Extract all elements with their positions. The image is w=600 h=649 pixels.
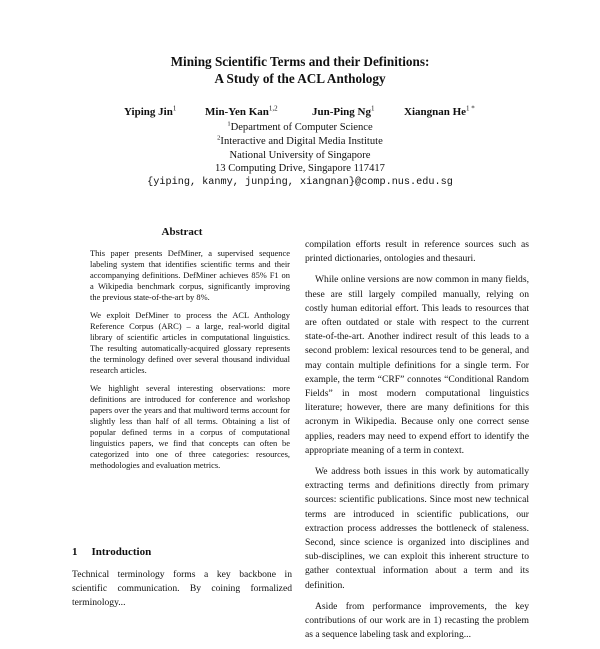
author-list	[0, 106, 600, 122]
affil-sup: 1	[227, 120, 231, 128]
title-line-1: Mining Scientific Terms and their Definitions:	[170, 54, 430, 69]
author-3	[312, 106, 375, 118]
author-2	[205, 106, 278, 118]
section-title: Introduction	[91, 546, 152, 558]
author-name: Yiping Jin	[124, 106, 173, 118]
section-number: 1	[72, 546, 78, 558]
author-1	[124, 106, 176, 118]
author-name: Jun-Ping Ng	[312, 106, 371, 118]
affiliation-institute	[0, 135, 600, 149]
abstract-heading: Abstract	[161, 226, 203, 238]
intro-paragraph: Technical terminology forms a key backbone in scientific communication. By coining formalized terminology...	[72, 569, 292, 609]
author-affil-sup: 1,2	[268, 104, 278, 113]
author-affil-sup: 1	[371, 104, 375, 113]
author-4	[404, 106, 475, 118]
affiliation-dept	[0, 121, 600, 135]
body-paragraph: While online versions are now common in many fields, these are still largely compiled manually, relying on costly human editorial effort. This leads to resources that are often outdated or stale with respect to the current state-of-the-art. Another indirect result of this leads to a second problem: lexical resources tend to be general, and may contain multiple definitions for a single term. For example, the term “CRF” connotes “Conditional Random Fields” in most modern computational linguistics literature; however, there are many definitions for this acronym in Wikipedia. Because only one correct sense applies, readers may need to expend effort to identify the appropriate meaning of a term in context.	[305, 274, 529, 456]
body-paragraph: We address both issues in this work by automatically extracting terms and definitions directly from primary sources: scientific publications. Since most new technical terms are introduced in scientific publications, our extraction process addresses the bottleneck of staleness. Second, since science is organized into disciplines and sub-disciplines, we can exploit this inherent structure to gather contextual information about a term and its definition.	[305, 466, 529, 591]
body-paragraph: compilation efforts result in reference sources such as printed dictionaries, ontologies and thesauri.	[305, 239, 529, 265]
affiliation-university: National University of Singapore	[229, 149, 371, 161]
abstract-paragraph: We highlight several interesting observations: more definitions are introduced for conference and workshop papers over the years and that multiword terms account for slightly less than half of all terms. Obtaining a list of popular defined terms in a corpus of computational linguistics papers, we find that concepts can often be categorized into one of three categories: resources, methodologies and evaluation metrics.	[90, 383, 290, 470]
author-name: Min-Yen Kan	[205, 106, 269, 118]
abstract-paragraph: This paper presents DefMiner, a supervised sequence labeling system that identifies scientific terms and their accompanying definitions. DefMiner achieves 85% F1 on a Wikipedia benchmark corpus, significantly improving the previous state-of-the-art by 8%.	[90, 248, 290, 302]
affiliations	[0, 121, 600, 190]
introduction-body	[72, 568, 292, 611]
abstract-paragraph: We exploit DefMiner to process the ACL Anthology Reference Corpus (ARC) – a large, real-world digital library of scientific articles in computational linguistics. The resulting automatically-acquired glossary represents the terminology defined over several thousand individual research articles.	[90, 310, 290, 375]
affiliation-address: 13 Computing Drive, Singapore 117417	[215, 163, 385, 175]
affil-sup: 2	[217, 134, 221, 142]
author-affil-sup: 1	[172, 104, 177, 113]
body-paragraph: Aside from performance improvements, the key contributions of our work are in 1) recasting the problem as a sequence labeling task and exploring...	[305, 600, 529, 641]
author-emails: {yiping, kanmy, junping, xiangnan}@comp.nus.edu.sg	[147, 177, 453, 189]
author-affil-sup: 1 *	[466, 104, 475, 113]
author-name: Xiangnan He	[404, 106, 467, 118]
affil-text: Department of Computer Science	[230, 122, 373, 133]
affil-text: Interactive and Digital Media Institute	[220, 135, 383, 147]
title-line-2: A Study of the ACL Anthology	[214, 71, 386, 86]
paper-title	[0, 53, 600, 87]
section-heading-introduction	[72, 546, 151, 558]
abstract-body	[90, 248, 290, 478]
right-column-body	[305, 238, 529, 649]
